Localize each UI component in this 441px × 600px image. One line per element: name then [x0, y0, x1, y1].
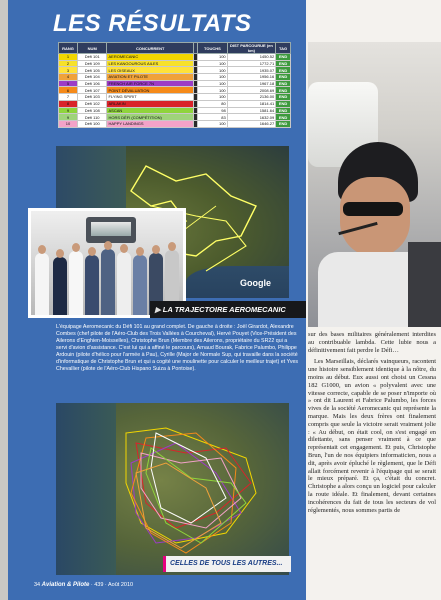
- team-caption-text: L'équipage Aeromecanic du Défi 101 au grand complet. De gauche à droite : Joël Girardot, Alexandre Combes (chef pilote de l'Aéro-Club des Trois Vallées à Courcheval), Hervé Pouyet (Vice-Président des Ailerons d'Enghien-Moisselles), Christophe Brun (Membre des Ailerons, propriétaire du SR22 qui a servi d'avion d'assistance. C'est lui qui a affiné le parcours), Arnaud Bourak, Fabrice Palumbo, Philippe Ardouin (pilote d'hélico pour l'armée à Pau), Cyrille (Major de Normale Sup, qui travaille dans la société d'informatique de Christophe Brun et qui a cogité une moulinette pour calculer le meilleur trajet) et Yves Chevallier (pilote de l'Aéro-Club Hispano Suiza à Pontoise).: [56, 324, 299, 372]
- photo-person: [117, 252, 131, 315]
- photo-head: [136, 247, 144, 256]
- header-touchs: TOUCHS: [198, 43, 228, 54]
- photo-person: [53, 257, 67, 315]
- cell-num: Défi 100: [77, 120, 107, 127]
- cell-rank: 9: [59, 107, 78, 114]
- cell-team: AEROMECANIC: [107, 54, 193, 61]
- photo-person: [101, 249, 115, 315]
- table-row: [59, 107, 291, 114]
- cell-team: HAPPY LANDINGS: [107, 120, 193, 127]
- pilot-face: [340, 177, 410, 257]
- cell-tag: END: [276, 54, 291, 61]
- cell-touchs: 83: [198, 114, 228, 121]
- cell-distance: 2008.69: [227, 87, 276, 94]
- cell-rank: 8: [59, 100, 78, 107]
- article-paragraph: sur des bases militaires généralement interdites au contribuable lambda. Cette lubie nous a définitivement fait perdre le Défi…: [308, 331, 436, 354]
- table-row: [59, 60, 291, 67]
- cell-touchs: 80: [198, 100, 228, 107]
- table-row: [59, 74, 291, 81]
- cell-num: Défi 108: [77, 107, 107, 114]
- table-row: [59, 100, 291, 107]
- cell-rank: 5: [59, 80, 78, 87]
- cell-num: Défi 103: [77, 94, 107, 101]
- cell-num: Défi 105: [77, 67, 107, 74]
- cell-distance: 1956.16: [227, 74, 276, 81]
- header-distance: DIST PARCOURUE (en km): [227, 43, 276, 54]
- cell-team: AVIATION ET PILOTE: [107, 74, 193, 81]
- photo-head: [168, 242, 176, 251]
- map2-routes-overlay: [56, 403, 289, 575]
- cell-team: HORS DÉFI (COMPÉTITION): [107, 114, 193, 121]
- cell-team: LES KANGOUROUS AILES: [107, 60, 193, 67]
- cell-tag: END: [276, 80, 291, 87]
- cell-rank: 6: [59, 87, 78, 94]
- table-body: [59, 54, 291, 128]
- cell-touchs: 100: [198, 80, 228, 87]
- header-num: NUM: [77, 43, 107, 54]
- cell-num: Défi 106: [77, 80, 107, 87]
- cell-team: FRENCH AIR FORCE 7N: [107, 80, 193, 87]
- google-logo: Google: [240, 278, 271, 288]
- issue-info: · 439 · Août 2010: [90, 582, 134, 588]
- photo-person: [69, 251, 83, 315]
- page-footer: [34, 582, 133, 588]
- cell-touchs: 98: [198, 107, 228, 114]
- cell-rank: 4: [59, 74, 78, 81]
- section-title: LES RÉSULTATS: [53, 10, 252, 37]
- cell-team: FLYING SPIRIT: [107, 94, 193, 101]
- cell-num: Défi 110: [77, 114, 107, 121]
- cell-touchs: 100: [198, 54, 228, 61]
- photo-head: [88, 247, 96, 256]
- photo-person: [133, 255, 147, 315]
- pilot-photo: [308, 42, 441, 327]
- caption-all-trajectories: CELLES DE TOUS LES AUTRES...: [163, 556, 291, 572]
- triangle-icon: ▶: [155, 305, 161, 314]
- table-row: [59, 114, 291, 121]
- cell-touchs: 100: [198, 74, 228, 81]
- photo-head: [56, 249, 64, 258]
- photo-head: [120, 244, 128, 253]
- cell-tag: END: [276, 107, 291, 114]
- cell-num: Défi 102: [77, 100, 107, 107]
- cell-team: ASCAN: [107, 107, 193, 114]
- table-row: [59, 94, 291, 101]
- cell-num: Défi 104: [77, 74, 107, 81]
- header-rank: RANG: [59, 43, 78, 54]
- table-row: [59, 67, 291, 74]
- cell-tag: END: [276, 67, 291, 74]
- cell-rank: 9: [59, 114, 78, 121]
- cell-num: Défi 109: [77, 60, 107, 67]
- table-row: [59, 80, 291, 87]
- cell-touchs: 100: [198, 120, 228, 127]
- cell-distance: 1632.09: [227, 114, 276, 121]
- cell-touchs: 100: [198, 60, 228, 67]
- cell-tag: END: [276, 94, 291, 101]
- magazine-page: [8, 0, 441, 600]
- photo-head: [72, 243, 80, 252]
- article-body-right: [308, 331, 436, 518]
- cell-team: LES OISEAUX: [107, 67, 193, 74]
- results-table: [58, 42, 291, 128]
- cell-distance: 2136.00: [227, 94, 276, 101]
- cell-tag: END: [276, 100, 291, 107]
- article-paragraph: Les Marseillais, déclarés vainqueurs, racontent une histoire sensiblement identique à la nôtre, du moins au début. Eux aussi ont choisi un Cessna 182 G1000, un avion « polyvalent avec une vitesse correcte, capable de se poser n'importe où » ont dit Laurent et Fabrice Palumbo, les forces vives de la société Aeromecanic qui représente la marque. Mais les deux frères ont finalement compris que seule la victoire serait vraiment jolie : « Au début, on était cool, on s'est engagé en dilettante, sans penser vraiment à ce que représentait cet engagement. Et puis, Christophe Brun, l'un de nos équipiers informaticien, nous a dit, après avoir épluché le règlement, que le Défi allait forcément revenir à l'équipage qui se serait le mieux préparé. Et ça, c'était du concret. Christophe a alors conçu un logiciel pour calculer la route idéale. Et finalement, devant certaines incohérences du fait de tous les secteurs de vol réglementés, nous sommes partis de: [308, 358, 436, 514]
- cell-distance: 1935.07: [227, 67, 276, 74]
- cell-distance: 1967.18: [227, 80, 276, 87]
- caption1-text: LA TRAJECTOIRE AEROMECANIC: [162, 305, 286, 314]
- table-row: [59, 54, 291, 61]
- photo-head: [104, 241, 112, 250]
- cell-touchs: 100: [198, 94, 228, 101]
- cell-team: POINT DÉVALUATION: [107, 87, 193, 94]
- cell-touchs: 100: [198, 67, 228, 74]
- table-header-row: [59, 43, 291, 54]
- table-row: [59, 87, 291, 94]
- table-row: [59, 120, 291, 127]
- all-trajectories-map: [56, 403, 289, 575]
- cell-tag: END: [276, 114, 291, 121]
- cell-distance: 1581.64: [227, 107, 276, 114]
- cell-rank: 1: [59, 54, 78, 61]
- cell-team: ARLAKIN: [107, 100, 193, 107]
- cockpit-panel: [408, 242, 441, 327]
- cell-num: Défi 107: [77, 87, 107, 94]
- photo-head: [152, 245, 160, 254]
- cell-tag: END: [276, 60, 291, 67]
- cell-tag: END: [276, 120, 291, 127]
- cell-tag: END: [276, 87, 291, 94]
- photo-person: [35, 253, 49, 315]
- cell-rank: 10: [59, 120, 78, 127]
- header-tag: TAG: [276, 43, 291, 54]
- cell-distance: 1772.71: [227, 60, 276, 67]
- left-blue-column: [8, 0, 306, 600]
- photo-aircraft: [86, 217, 136, 243]
- cell-rank: 2: [59, 60, 78, 67]
- header-team: CONCURRENT: [107, 43, 193, 54]
- cell-rank: 7: [59, 94, 78, 101]
- magazine-name: Aviation & Pilote: [41, 582, 90, 588]
- sunglasses: [343, 202, 403, 216]
- photo-person: [85, 255, 99, 315]
- cell-distance: 1450.52: [227, 54, 276, 61]
- cell-distance: 1646.27: [227, 120, 276, 127]
- cell-rank: 3: [59, 67, 78, 74]
- cell-touchs: 100: [198, 87, 228, 94]
- photo-head: [38, 245, 46, 254]
- cell-tag: END: [276, 74, 291, 81]
- cell-distance: 1814.41: [227, 100, 276, 107]
- caption-aeromecanic-trajectory: [150, 301, 306, 318]
- page-number: 34: [34, 582, 41, 588]
- cell-num: Défi 101: [77, 54, 107, 61]
